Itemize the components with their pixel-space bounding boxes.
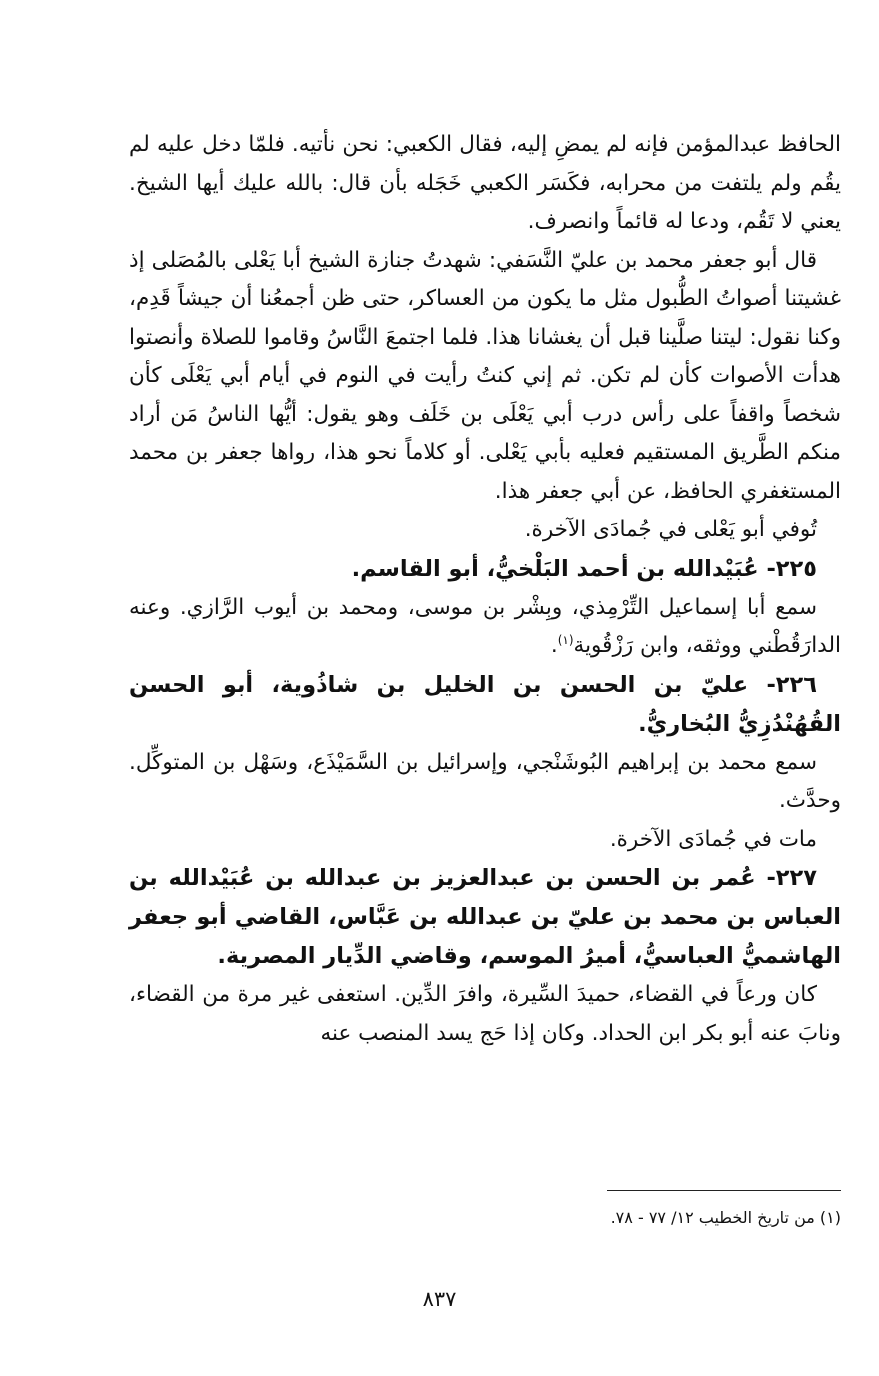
paragraph-3: تُوفي أبو يَعْلى في جُمادَى الآخرة. xyxy=(524,517,817,542)
paragraph-4-text: سمع أبا إسماعيل التِّرْمِذي، وبِشْر بن موسى، ومحمد بن أيوب الرَّازي. وعنه الدارَقُطْني ووثقه، وابن رَزْقُوية xyxy=(129,594,841,658)
paragraph-5: سمع محمد بن إبراهيم البُوشَنْجي، وإسرائيل بن السَّمَيْذَع، وسَهْل بن المتوكِّل. وحدَّث. xyxy=(129,749,841,813)
paragraph-1: الحافظ عبدالمؤمن فإنه لم يمضِ إليه، فقال الكعبي: نحن نأتيه. فلمّا دخل عليه لم يقُم ولم يلتفت من محرابه، فكَسَر الكعبي خَجَله بأن قال: بالله عليك أيها الشيخ. يعني لا تَقُم، ودعا له قائماً وانصرف. xyxy=(129,132,841,234)
entry-heading-225: ٢٢٥- عُبَيْدالله بن أحمد البَلْخيُّ، أبو القاسم. xyxy=(351,555,817,582)
entry-heading-226: ٢٢٦- عليّ بن الحسن بن الخليل بن شاذُوية، أبو الحسن القُهُنْدُزِيُّ البُخاريُّ. xyxy=(129,671,841,737)
paragraph-4-end: . xyxy=(550,633,558,658)
paragraph-6: مات في جُمادَى الآخرة. xyxy=(609,826,817,852)
page-number: ٨٣٧ xyxy=(422,1287,457,1311)
paragraph-7: كان ورعاً في القضاء، حميدَ السِّيرة، وافرَ الدِّين. استعفى غير مرة من القضاء، ونابَ عنه أبو بكر ابن الحداد. وكان إذا حَج يسد المنصب عنه xyxy=(129,982,841,1046)
paragraph-4 xyxy=(129,589,841,666)
entry-heading-227: ٢٢٧- عُمر بن الحسن بن عبدالعزيز بن عبدالله بن عُبَيْدالله بن العباس بن محمد بن عليّ بن عبدالله بن عَبَّاس، القاضي أبو جعفر الهاشميُّ العباسيُّ، أميرُ الموسم، وقاضي الدِّيار المصرية. xyxy=(129,865,841,969)
paragraph-2: قال أبو جعفر محمد بن عليّ النَّسَفي: شهدتُ جنازة الشيخ أبا يَعْلى بالمُصَلى إذ غشيتنا أصواتُ الطُّبول مثل ما يكون من العساكر، حتى ظن أجمعُنا أن جيشاً قَدِم، وكنا نقول: ليتنا صلَّينا قبل أن يغشانا هذا. فلما اجتمعَ النَّاسُ وقاموا للصلاة وأنصتوا هدأت الأصوات كأن لم تكن. ثم إني كنتُ رأيت في النوم في أيام أبي يَعْلَى كأن شخصاً واقفاً على رأس درب أبي يَعْلَى بن خَلَف وهو يقول: أيُّها الناسُ مَن أراد منكم الطَّريق المستقيم فعليه بأبي يَعْلى. أو كلاماً نحو هذا، رواها جعفر بن محمد المستغفري الحافظ، عن أبي جعفر هذا. xyxy=(129,247,841,504)
footnote-reference: (١) xyxy=(557,632,574,647)
footnote: (١) من تاريخ الخطيب ١٢/ ٧٧ - ٧٨. xyxy=(610,1208,841,1227)
footnote-divider xyxy=(607,1190,841,1191)
page-body xyxy=(129,126,841,1053)
